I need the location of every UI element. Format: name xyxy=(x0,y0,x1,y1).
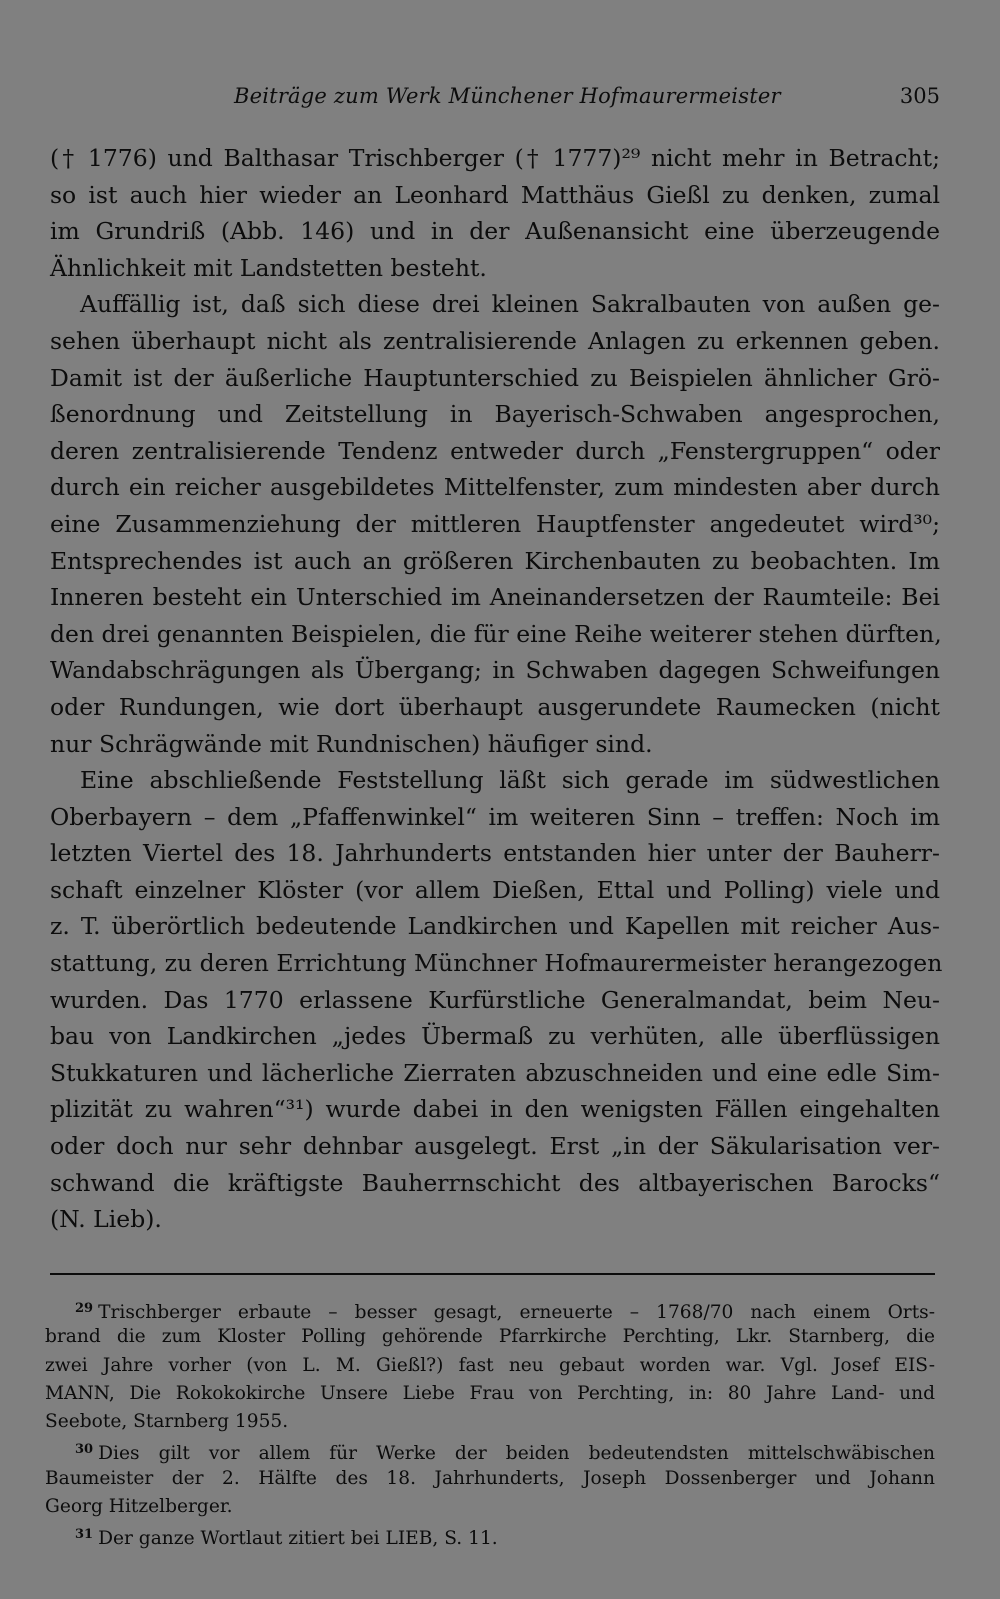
text-line: Wandabschrägungen als Übergang; in Schwaben dagegen Schweifungen xyxy=(50,656,940,685)
text-line: z. T. überörtlich bedeutende Landkirchen und Kapellen mit reicher Aus- xyxy=(50,912,940,941)
text-line: sehen überhaupt nicht als zentralisierende Anlagen zu erkennen geben. xyxy=(50,326,940,355)
page-number: 305 xyxy=(899,84,940,108)
text-line: Stukkaturen und lächerliche Zierraten abzuschneiden und eine edle Sim- xyxy=(50,1058,940,1087)
footnote-rule xyxy=(50,1273,935,1275)
text-line: so ist auch hier wieder an Leonhard Matthäus Gießl zu denken, zumal xyxy=(50,180,940,209)
text-line: letzten Viertel des 18. Jahrhunderts entstanden hier unter der Bauherr- xyxy=(50,839,940,868)
text-line: schwand die kräftigste Bauherrnschicht des altbayerischen Barocks“ xyxy=(50,1168,940,1197)
text-line: Entsprechendes ist auch an größeren Kirchenbauten zu beobachten. Im xyxy=(50,546,940,575)
text-line: Damit ist der äußerliche Hauptunterschied zu Beispielen ähnlicher Grö- xyxy=(50,363,940,392)
text-line: oder Rundungen, wie dort überhaupt ausgerundete Raumecken (nicht xyxy=(50,692,940,721)
footnote-line: Georg Hitzelberger. xyxy=(45,1496,233,1518)
text-line: plizität zu wahren“³¹) wurde dabei in den wenigsten Fällen eingehalten xyxy=(50,1095,940,1124)
text-line: oder doch nur sehr dehnbar ausgelegt. Erst „in der Säkularisation ver- xyxy=(50,1132,940,1161)
footnote-line: Seebote, Starnberg 1955. xyxy=(45,1411,289,1433)
text-line: Inneren besteht ein Unterschied im Aneinandersetzen der Raumteile: Bei xyxy=(50,583,940,612)
text-line: schaft einzelner Klöster (vor allem Dießen, Ettal und Polling) viele und xyxy=(50,875,940,904)
footnote-line xyxy=(45,1521,935,1549)
text-line: Auffällig ist, daß sich diese drei kleinen Sakralbauten von außen ge- xyxy=(80,290,940,319)
footnote-line xyxy=(45,1295,935,1323)
text-line: ßenordnung und Zeitstellung in Bayerisch-Schwaben angesprochen, xyxy=(50,400,940,429)
footnote-line: brand die zum Kloster Polling gehörende Pfarrkirche Perchting, Lkr. Starnberg, die xyxy=(45,1326,935,1348)
footnote-text: Dies gilt vor allem für Werke der beiden bedeutendsten mittelschwäbischen xyxy=(98,1443,935,1465)
text-line: eine Zusammenziehung der mittleren Hauptfenster angedeutet wird³⁰; xyxy=(50,509,940,538)
text-line: Ähnlichkeit mit Landstetten besteht. xyxy=(50,253,487,282)
text-line: (N. Lieb). xyxy=(50,1205,162,1234)
footnote-mark: 31 xyxy=(75,1527,94,1543)
text-line: den drei genannten Beispielen, die für eine Reihe weiterer stehen dürften, xyxy=(50,619,942,648)
text-line: stattung, zu deren Errichtung Münchner Hofmaurermeister herangezogen xyxy=(50,949,943,978)
footnote-mark: 29 xyxy=(75,1301,94,1316)
text-line: wurden. Das 1770 erlassene Kurfürstliche Generalmandat, beim Neu- xyxy=(50,985,940,1014)
footnote-line: MANN, Die Rokokokirche Unsere Liebe Frau von Perchting, in: 80 Jahre Land- und xyxy=(45,1382,935,1404)
text-line: nur Schrägwände mit Rundnischen) häufiger sind. xyxy=(50,729,653,758)
text-line: Eine abschließende Feststellung läßt sich gerade im südwestlichen xyxy=(80,766,940,795)
footnote-line: zwei Jahre vorher (von L. M. Gießl?) fast neu gebaut worden war. Vgl. Josef EIS- xyxy=(45,1354,935,1376)
text-line: bau von Landkirchen „jedes Übermaß zu verhüten, alle überflüssigen xyxy=(50,1022,940,1051)
body-text xyxy=(50,140,943,1238)
footnote-text: Der ganze Wortlaut zitiert bei LIEB, S. 11. xyxy=(98,1528,498,1550)
text-line: Oberbayern – dem „Pfaffenwinkel“ im weiteren Sinn – treffen: Noch im xyxy=(50,802,940,831)
running-title: Beiträge zum Werk Münchener Hofmaurermeister xyxy=(234,84,781,108)
footnote-mark: 30 xyxy=(75,1442,94,1458)
footnotes xyxy=(45,1295,935,1550)
footnote-text: Trischberger erbaute – besser gesagt, erneuerte – 1768/70 nach einem Orts- xyxy=(98,1301,935,1323)
text-line: durch ein reicher ausgebildetes Mittelfenster, zum mindesten aber durch xyxy=(50,473,940,502)
text-line: im Grundriß (Abb. 146) und in der Außenansicht eine überzeugende xyxy=(50,217,940,246)
footnote-line: Baumeister der 2. Hälfte des 18. Jahrhunderts, Joseph Dossenberger und Johann xyxy=(45,1467,935,1489)
running-head xyxy=(50,84,940,116)
text-line: deren zentralisierende Tendenz entweder durch „Fenstergruppen“ oder xyxy=(50,436,940,465)
text-line: († 1776) und Balthasar Trischberger († 1777)²⁹ nicht mehr in Betracht; xyxy=(50,144,940,172)
footnote-line xyxy=(45,1436,935,1464)
